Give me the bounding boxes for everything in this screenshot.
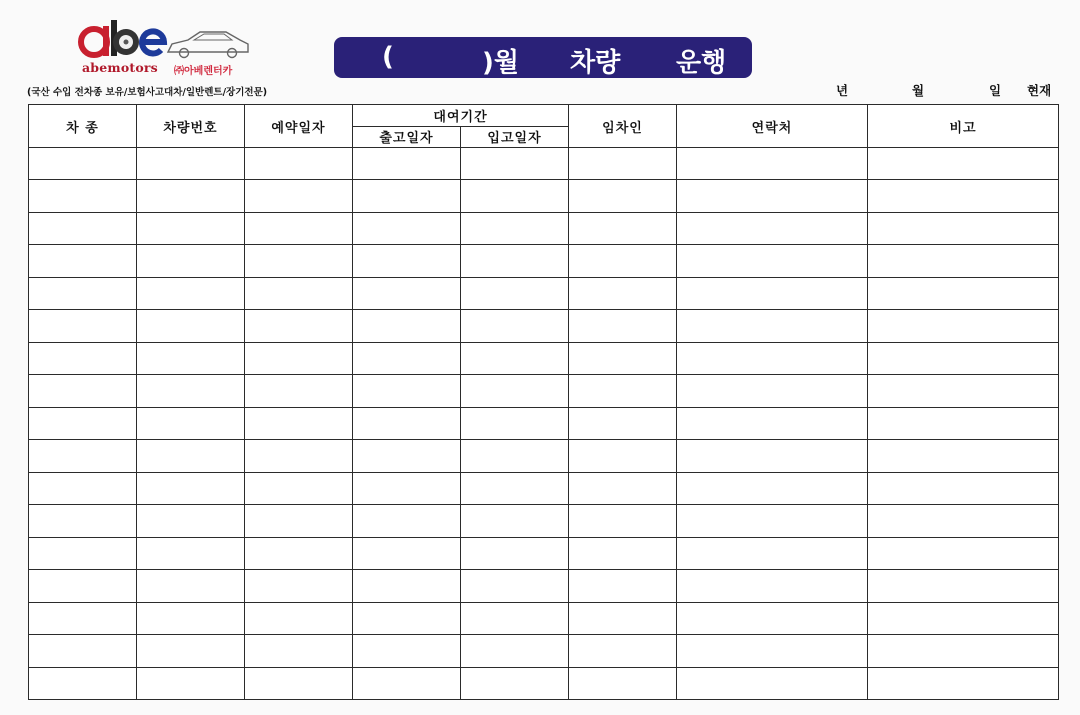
table-row	[29, 212, 1059, 244]
table-row	[29, 602, 1059, 634]
cell-reservation-date[interactable]	[245, 537, 353, 569]
table-row	[29, 342, 1059, 374]
cell-note[interactable]	[868, 667, 1059, 700]
header-in-date: 입고일자	[461, 126, 569, 148]
cell-car-type[interactable]	[29, 212, 137, 244]
date-day-label: 일	[989, 83, 1002, 98]
cell-renter[interactable]	[569, 602, 677, 634]
cell-renter[interactable]	[569, 537, 677, 569]
cell-in-date[interactable]	[461, 440, 569, 472]
table-row	[29, 375, 1059, 407]
cell-contact[interactable]	[677, 602, 868, 634]
cell-renter[interactable]	[569, 310, 677, 342]
cell-note[interactable]	[868, 212, 1059, 244]
cell-note[interactable]	[868, 180, 1059, 212]
cell-contact[interactable]	[677, 310, 868, 342]
table-row	[29, 310, 1059, 342]
table-row	[29, 440, 1059, 472]
cell-renter[interactable]	[569, 667, 677, 700]
cell-renter[interactable]	[569, 342, 677, 374]
table-row	[29, 245, 1059, 277]
header-car-type: 차 종	[29, 105, 137, 148]
cell-reservation-date[interactable]	[245, 245, 353, 277]
cell-contact[interactable]	[677, 407, 868, 439]
cell-in-date[interactable]	[461, 180, 569, 212]
cell-in-date[interactable]	[461, 570, 569, 602]
cell-out-date[interactable]	[353, 537, 461, 569]
cell-car-type[interactable]	[29, 180, 137, 212]
cell-out-date[interactable]	[353, 505, 461, 537]
header-renter: 임차인	[569, 105, 677, 148]
date-month-label: 월	[912, 83, 925, 98]
table-row	[29, 537, 1059, 569]
cell-in-date[interactable]	[461, 342, 569, 374]
cell-note[interactable]	[868, 472, 1059, 504]
cell-out-date[interactable]	[353, 602, 461, 634]
cell-reservation-date[interactable]	[245, 602, 353, 634]
header-reservation-date: 예약일자	[245, 105, 353, 148]
cell-reservation-date[interactable]	[245, 407, 353, 439]
cell-plate-number[interactable]	[137, 537, 245, 569]
cell-note[interactable]	[868, 602, 1059, 634]
cell-note[interactable]	[868, 148, 1059, 180]
cell-car-type[interactable]	[29, 407, 137, 439]
cell-car-type[interactable]	[29, 440, 137, 472]
cell-note[interactable]	[868, 537, 1059, 569]
cell-plate-number[interactable]	[137, 212, 245, 244]
cell-in-date[interactable]	[461, 245, 569, 277]
cell-car-type[interactable]	[29, 472, 137, 504]
cell-renter[interactable]	[569, 277, 677, 309]
cell-reservation-date[interactable]	[245, 570, 353, 602]
cell-in-date[interactable]	[461, 635, 569, 667]
cell-in-date[interactable]	[461, 148, 569, 180]
cell-plate-number[interactable]	[137, 602, 245, 634]
cell-in-date[interactable]	[461, 375, 569, 407]
cell-in-date[interactable]	[461, 277, 569, 309]
cell-plate-number[interactable]	[137, 310, 245, 342]
table-row	[29, 570, 1059, 602]
cell-in-date[interactable]	[461, 212, 569, 244]
table-row	[29, 505, 1059, 537]
cell-plate-number[interactable]	[137, 570, 245, 602]
cell-renter[interactable]	[569, 148, 677, 180]
cell-car-type[interactable]	[29, 245, 137, 277]
cell-out-date[interactable]	[353, 375, 461, 407]
cell-note[interactable]	[868, 375, 1059, 407]
cell-note[interactable]	[868, 342, 1059, 374]
cell-reservation-date[interactable]	[245, 180, 353, 212]
header-rental-period: 대여기간	[353, 105, 569, 127]
cell-note[interactable]	[868, 277, 1059, 309]
cell-in-date[interactable]	[461, 407, 569, 439]
cell-renter[interactable]	[569, 212, 677, 244]
cell-reservation-date[interactable]	[245, 472, 353, 504]
table-row	[29, 635, 1059, 667]
cell-plate-number[interactable]	[137, 277, 245, 309]
cell-note[interactable]	[868, 570, 1059, 602]
table-row	[29, 277, 1059, 309]
cell-in-date[interactable]	[461, 505, 569, 537]
cell-plate-number[interactable]	[137, 342, 245, 374]
title-open-paren: (	[382, 42, 394, 72]
cell-out-date[interactable]	[353, 277, 461, 309]
cell-plate-number[interactable]	[137, 667, 245, 700]
cell-reservation-date[interactable]	[245, 667, 353, 700]
cell-car-type[interactable]	[29, 148, 137, 180]
date-year-label: 년	[836, 83, 849, 98]
cell-car-type[interactable]	[29, 570, 137, 602]
cell-reservation-date[interactable]	[245, 148, 353, 180]
cell-reservation-date[interactable]	[245, 212, 353, 244]
table-row	[29, 472, 1059, 504]
cell-note[interactable]	[868, 407, 1059, 439]
header-note: 비고	[868, 105, 1059, 148]
cell-car-type[interactable]	[29, 537, 137, 569]
title-month: )월	[482, 48, 519, 78]
cell-renter[interactable]	[569, 375, 677, 407]
cell-out-date[interactable]	[353, 570, 461, 602]
table-row	[29, 407, 1059, 439]
cell-renter[interactable]	[569, 505, 677, 537]
cell-out-date[interactable]	[353, 310, 461, 342]
cell-renter[interactable]	[569, 472, 677, 504]
cell-contact[interactable]	[677, 570, 868, 602]
cell-contact[interactable]	[677, 342, 868, 374]
abe-logo-icon	[76, 16, 276, 66]
cell-contact[interactable]	[677, 505, 868, 537]
cell-note[interactable]	[868, 440, 1059, 472]
cell-contact[interactable]	[677, 537, 868, 569]
cell-car-type[interactable]	[29, 602, 137, 634]
header-out-date: 출고일자	[353, 126, 461, 148]
cell-renter[interactable]	[569, 635, 677, 667]
cell-car-type[interactable]	[29, 277, 137, 309]
cell-renter[interactable]	[569, 440, 677, 472]
cell-in-date[interactable]	[461, 310, 569, 342]
cell-plate-number[interactable]	[137, 375, 245, 407]
cell-in-date[interactable]	[461, 602, 569, 634]
cell-out-date[interactable]	[353, 342, 461, 374]
cell-out-date[interactable]	[353, 667, 461, 700]
header-contact: 연락처	[677, 105, 868, 148]
cell-out-date[interactable]	[353, 635, 461, 667]
cell-plate-number[interactable]	[137, 505, 245, 537]
cell-car-type[interactable]	[29, 342, 137, 374]
cell-renter[interactable]	[569, 407, 677, 439]
cell-plate-number[interactable]	[137, 148, 245, 180]
brand-name-ko: ㈜아베렌터카	[174, 66, 233, 77]
cell-reservation-date[interactable]	[245, 635, 353, 667]
title-car: 차량	[570, 48, 621, 78]
cell-contact[interactable]	[677, 277, 868, 309]
cell-reservation-date[interactable]	[245, 310, 353, 342]
cell-out-date[interactable]	[353, 440, 461, 472]
cell-plate-number[interactable]	[137, 245, 245, 277]
vehicle-log-table	[28, 104, 1059, 700]
cell-note[interactable]	[868, 245, 1059, 277]
date-as-of-label: 현재	[1027, 83, 1052, 98]
cell-out-date[interactable]	[353, 245, 461, 277]
cell-note[interactable]	[868, 635, 1059, 667]
cell-car-type[interactable]	[29, 667, 137, 700]
cell-car-type[interactable]	[29, 375, 137, 407]
cell-contact[interactable]	[677, 180, 868, 212]
company-tagline: (국산 수입 전차종 보유/보험사고대차/일반렌트/장기전문)	[27, 87, 268, 98]
cell-out-date[interactable]	[353, 407, 461, 439]
cell-renter[interactable]	[569, 245, 677, 277]
title-banner	[334, 37, 752, 78]
cell-car-type[interactable]	[29, 635, 137, 667]
cell-reservation-date[interactable]	[245, 342, 353, 374]
cell-plate-number[interactable]	[137, 180, 245, 212]
cell-contact[interactable]	[677, 375, 868, 407]
cell-out-date[interactable]	[353, 212, 461, 244]
cell-reservation-date[interactable]	[245, 505, 353, 537]
table-row	[29, 180, 1059, 212]
cell-contact[interactable]	[677, 635, 868, 667]
table-body	[29, 148, 1059, 700]
cell-contact[interactable]	[677, 440, 868, 472]
cell-out-date[interactable]	[353, 148, 461, 180]
brand-name-en: abemotors	[82, 60, 158, 75]
cell-contact[interactable]	[677, 212, 868, 244]
cell-renter[interactable]	[569, 180, 677, 212]
cell-contact[interactable]	[677, 472, 868, 504]
cell-reservation-date[interactable]	[245, 375, 353, 407]
cell-renter[interactable]	[569, 570, 677, 602]
cell-contact[interactable]	[677, 245, 868, 277]
cell-contact[interactable]	[677, 667, 868, 700]
cell-plate-number[interactable]	[137, 472, 245, 504]
cell-plate-number[interactable]	[137, 440, 245, 472]
cell-note[interactable]	[868, 310, 1059, 342]
cell-out-date[interactable]	[353, 472, 461, 504]
cell-car-type[interactable]	[29, 505, 137, 537]
cell-in-date[interactable]	[461, 537, 569, 569]
cell-out-date[interactable]	[353, 180, 461, 212]
cell-in-date[interactable]	[461, 667, 569, 700]
title-run: 운행	[676, 48, 727, 78]
cell-car-type[interactable]	[29, 310, 137, 342]
cell-plate-number[interactable]	[137, 635, 245, 667]
header-plate-number: 차량번호	[137, 105, 245, 148]
cell-plate-number[interactable]	[137, 407, 245, 439]
cell-reservation-date[interactable]	[245, 440, 353, 472]
company-logo	[76, 16, 276, 84]
cell-in-date[interactable]	[461, 472, 569, 504]
cell-contact[interactable]	[677, 148, 868, 180]
table-row	[29, 148, 1059, 180]
cell-reservation-date[interactable]	[245, 277, 353, 309]
cell-note[interactable]	[868, 505, 1059, 537]
table-row	[29, 667, 1059, 700]
